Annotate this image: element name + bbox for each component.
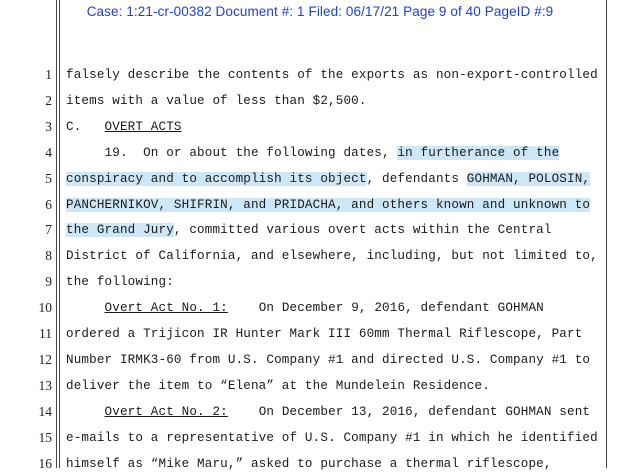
text-segment: himself as “Mike Maru,” asked to purchase a thermal riflescope,	[66, 456, 552, 471]
text-segment: On December 13, 2016, defendant GOHMAN sent	[227, 404, 591, 419]
text-segment: , defendants	[366, 171, 467, 186]
text-line	[66, 146, 606, 160]
text-segment: 19. On or about the following dates,	[66, 145, 398, 160]
text-line	[66, 275, 606, 289]
text-segment: , committed various overt acts within the Central	[173, 223, 552, 238]
left-margin-rule	[56, 0, 57, 468]
line-number: 16	[38, 455, 52, 471]
underlined-heading: Overt Act No. 1:	[104, 301, 228, 316]
line-number: 15	[38, 429, 52, 445]
text-line	[66, 457, 606, 471]
highlighted-text: in furtherance of the	[397, 145, 560, 160]
line-number: 9	[45, 274, 52, 290]
text-line	[66, 120, 606, 134]
line-number: 5	[45, 170, 52, 186]
line-number: 2	[45, 92, 52, 108]
line-number: 14	[38, 403, 52, 419]
line-number: 4	[45, 144, 52, 160]
text-line	[66, 249, 606, 263]
text-segment: C.	[66, 119, 105, 134]
highlighted-text: GOHMAN, POLOSIN,	[466, 171, 591, 186]
text-segment: falsely describe the contents of the exports as non-export-controlled	[66, 68, 598, 82]
line-number: 7	[45, 222, 52, 238]
text-segment	[66, 301, 105, 315]
text-line	[66, 431, 606, 445]
text-line	[66, 198, 606, 212]
text-line	[66, 379, 606, 393]
line-number: 6	[45, 196, 52, 212]
text-segment	[66, 405, 105, 419]
text-line	[66, 94, 606, 108]
line-number: 11	[39, 326, 52, 341]
line-number: 10	[38, 300, 52, 316]
text-line	[66, 327, 606, 341]
text-line	[66, 405, 606, 419]
text-line	[66, 353, 606, 367]
text-line	[66, 301, 606, 315]
text-segment: On December 9, 2016, defendant GOHMAN	[227, 301, 544, 316]
highlighted-text: conspiracy and to accomplish its object	[66, 171, 367, 186]
text-line	[66, 68, 606, 82]
text-segment: District of California, and elsewhere, including, but not limited to,	[66, 249, 598, 264]
case-header: Case: 1:21-cr-00382 Document #: 1 Filed: 06/17/21 Page 9 of 40 PageID #:9	[86, 4, 554, 19]
text-line	[66, 172, 606, 186]
line-number: 1	[45, 67, 52, 82]
highlighted-text: the Grand Jury	[66, 223, 174, 238]
text-segment: ordered a Trijicon IR Hunter Mark III 60mm Thermal Riflescope, Part	[66, 327, 583, 341]
left-margin-rule-inner	[59, 0, 60, 468]
text-segment: the following:	[66, 275, 174, 290]
right-margin-rule	[606, 0, 607, 468]
text-line	[66, 223, 606, 237]
highlighted-text: PANCHERNIKOV, SHIFRIN, and PRIDACHA, and others known and unknown to	[66, 197, 591, 212]
text-segment: e-mails to a representative of U.S. Company #1 in which he identified	[66, 430, 598, 445]
line-number: 3	[45, 118, 52, 134]
text-segment: deliver the item to “Elena” at the Mundelein Residence.	[66, 378, 490, 393]
line-number: 12	[38, 351, 52, 367]
line-number: 13	[38, 377, 52, 393]
text-segment: Number IRMK3-60 from U.S. Company #1 and directed U.S. Company #1 to	[66, 352, 591, 367]
underlined-heading: OVERT ACTS	[104, 119, 182, 134]
text-segment: items with a value of less than $2,500.	[66, 93, 367, 108]
line-number: 8	[45, 248, 52, 264]
underlined-heading: Overt Act No. 2:	[104, 404, 228, 419]
